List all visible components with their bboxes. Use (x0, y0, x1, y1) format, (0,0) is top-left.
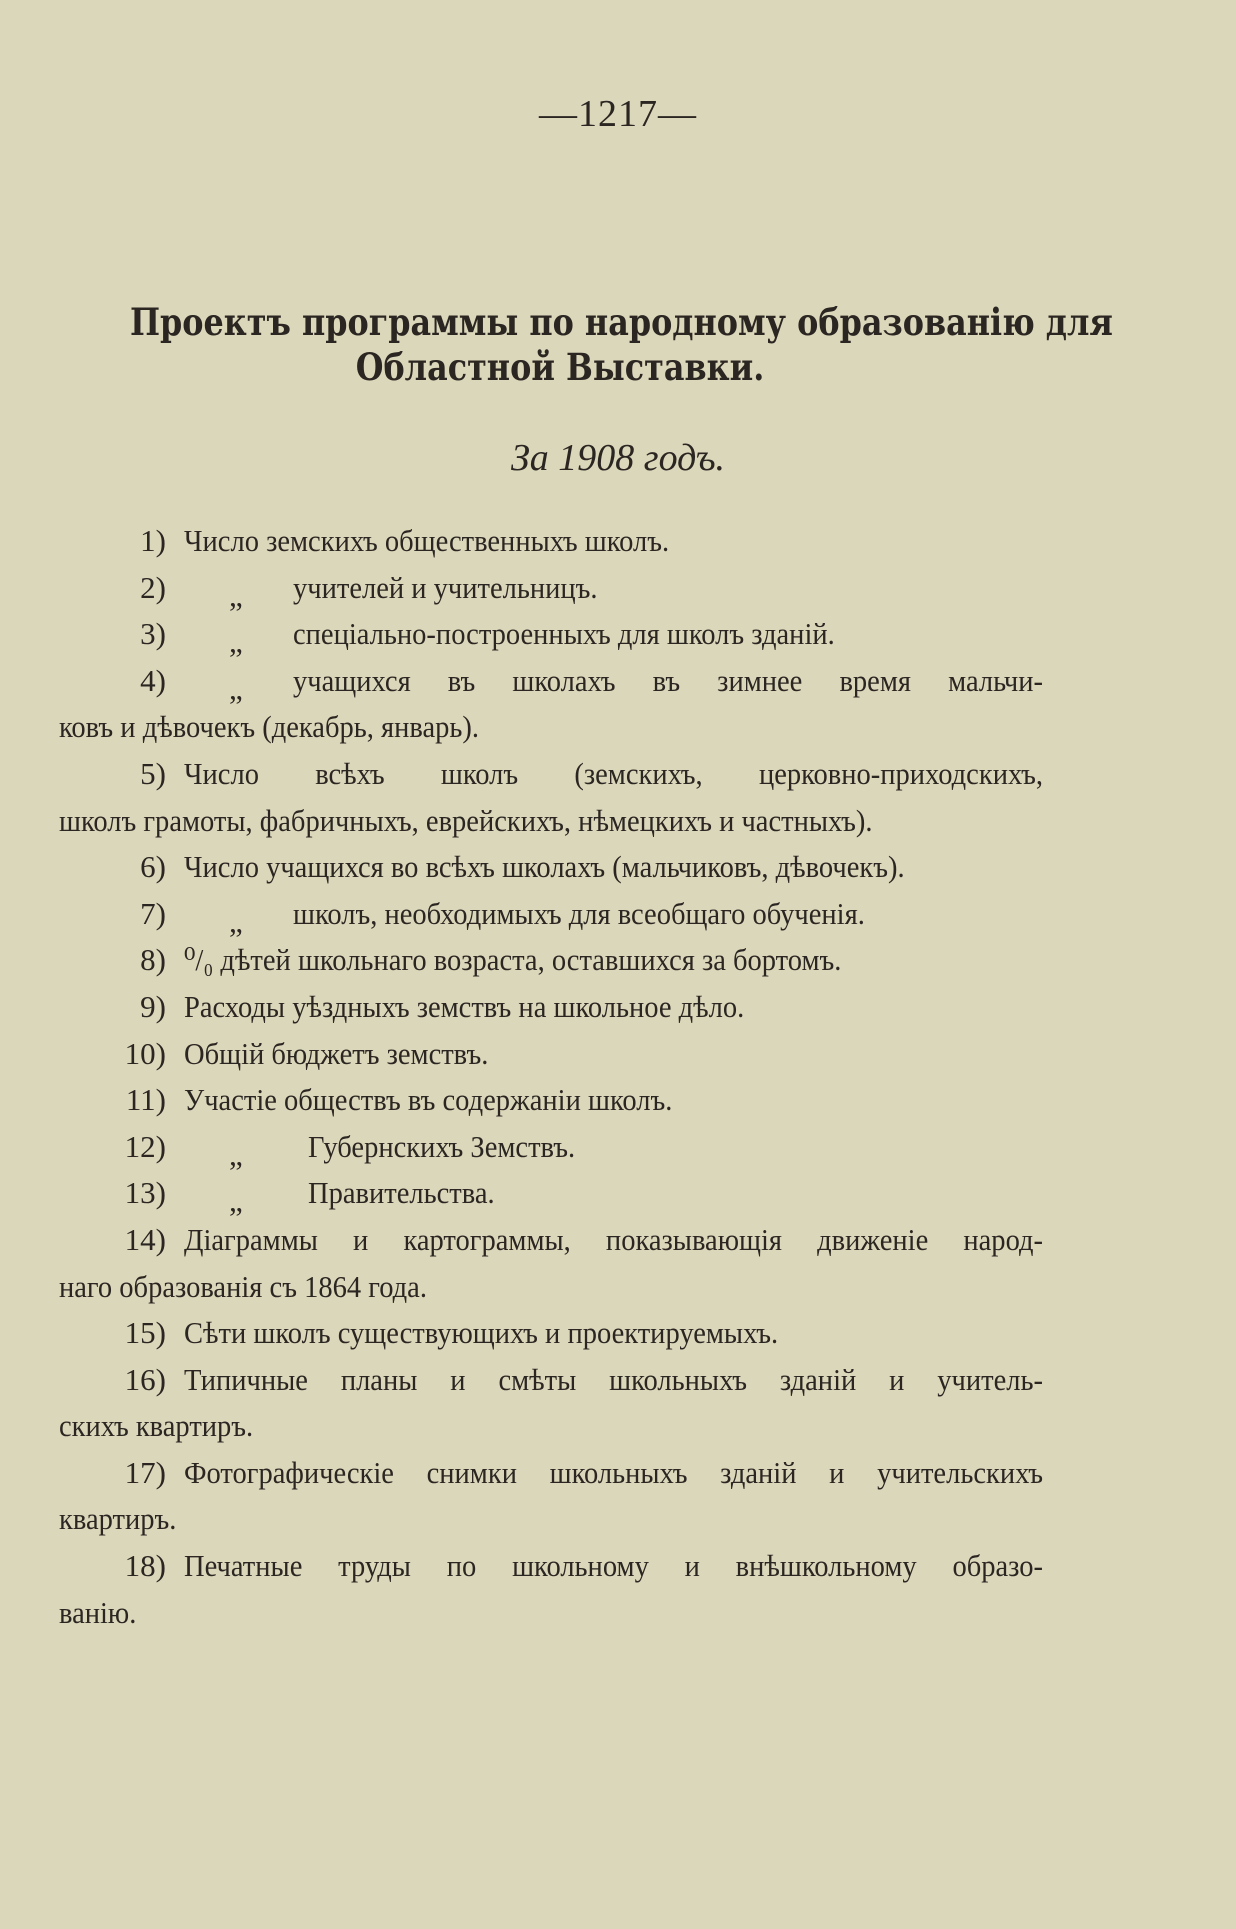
item-text: школъ, необходимыхъ для всеобщаго обученія. (293, 895, 865, 931)
item-number: 16) (124, 1361, 166, 1397)
item-text: Общій бюджетъ земствъ. (184, 1035, 489, 1071)
page-number: —1217— (539, 93, 697, 135)
item-number: 9) (140, 988, 166, 1024)
list-item-line (59, 1031, 1043, 1078)
item-text: скихъ квартиръ. (59, 1408, 254, 1444)
list-item-line (59, 891, 1043, 938)
list-item-line (59, 1543, 1043, 1590)
item-number: 4) (140, 662, 166, 698)
item-text: Участіе обществъ въ содержаніи школъ. (184, 1082, 673, 1118)
item-text: учителей и учительницъ. (293, 569, 598, 605)
subtitle: За 1908 годъ. (510, 437, 726, 479)
item-number: 1) (140, 523, 166, 558)
item-number: 18) (124, 1548, 166, 1584)
item-text: Фотографическіе снимки школьныхъ зданій и учительскихъ (184, 1454, 1044, 1490)
list-item-line (59, 1496, 1043, 1543)
list-item-line (59, 565, 1043, 612)
item-number: 5) (140, 755, 166, 791)
item-number: 11) (125, 1082, 166, 1118)
item-text: ванію. (59, 1594, 137, 1630)
item-text: Типичные планы и смѣты школьныхъ зданій и учитель- (184, 1361, 1044, 1397)
item-text: Число учащихся во всѣхъ школахъ (мальчиковъ, дѣвочекъ). (184, 849, 905, 885)
item-text: Правительства. (308, 1175, 495, 1211)
list-item-line (59, 984, 1043, 1031)
item-number: 10) (124, 1035, 166, 1071)
item-number: 14) (124, 1221, 166, 1257)
item-text: спеціально-построенныхъ для школъ зданій. (293, 616, 835, 652)
list-item-line (59, 1264, 1043, 1311)
item-number: 12) (124, 1128, 166, 1164)
ditto-mark: „ (229, 1136, 243, 1172)
list-item-line (59, 1077, 1043, 1124)
list-item-line (59, 1124, 1043, 1171)
item-text: Расходы уѣздныхъ земствъ на школьное дѣло. (184, 988, 745, 1024)
item-text: Губернскихъ Земствъ. (308, 1128, 576, 1164)
item-text: ковъ и дѣвочекъ (декабрь, январь). (59, 709, 480, 745)
list-item-line (59, 1450, 1043, 1497)
item-number: 2) (140, 569, 166, 605)
list-item-line (59, 1217, 1043, 1264)
list-item-line (59, 1310, 1043, 1357)
ditto-mark: „ (229, 903, 243, 939)
title-line: Проектъ программы по народному образованію для (130, 300, 1113, 344)
ditto-mark: „ (229, 670, 243, 706)
item-number: 6) (140, 849, 166, 885)
list-item-line (59, 1170, 1043, 1217)
item-number: 8) (140, 942, 166, 978)
item-text: Число земскихъ общественныхъ школъ. (184, 523, 670, 558)
list-item-line (59, 1357, 1043, 1404)
list-item-line (59, 1590, 1043, 1637)
list-item-line (59, 844, 1043, 891)
list-item-line (59, 798, 1043, 845)
item-text: ⁰/₀ дѣтей школьнаго возраста, оставшихся за бортомъ. (184, 942, 842, 978)
title-line: Областной Выставки. (355, 345, 765, 389)
list-item-line (59, 751, 1043, 798)
item-text: Сѣти школъ существующихъ и проектируемыхъ. (184, 1315, 779, 1351)
list-item-line (59, 1403, 1043, 1450)
item-text: Печатные труды по школьному и внѣшкольному образо- (184, 1548, 1044, 1584)
item-number: 17) (124, 1454, 166, 1490)
list-item-line (59, 704, 1043, 751)
ditto-mark: „ (229, 624, 243, 660)
document-title (130, 300, 1113, 390)
ditto-mark: „ (229, 577, 243, 613)
list-item-line (59, 611, 1043, 658)
item-text: Число всѣхъ школъ (земскихъ, церковно-приходскихъ, (184, 755, 1044, 791)
ditto-mark: „ (229, 1183, 243, 1219)
item-number: 3) (140, 616, 166, 652)
item-text: учащихся въ школахъ въ зимнее время мальчи- (293, 662, 1044, 698)
item-number: 13) (124, 1175, 166, 1211)
list-item-line (59, 937, 1043, 984)
item-text: школъ грамоты, фабричныхъ, еврейскихъ, нѣмецкихъ и частныхъ). (59, 802, 873, 838)
program-list (59, 518, 1043, 1636)
item-text: Діаграммы и картограммы, показывающія движеніе народ- (184, 1221, 1044, 1257)
list-item-line (59, 658, 1043, 705)
item-number: 15) (124, 1315, 166, 1351)
item-number: 7) (140, 895, 166, 931)
item-text: квартиръ. (59, 1501, 177, 1537)
item-text: наго образованія съ 1864 года. (59, 1268, 427, 1304)
list-item-line (59, 518, 1043, 565)
